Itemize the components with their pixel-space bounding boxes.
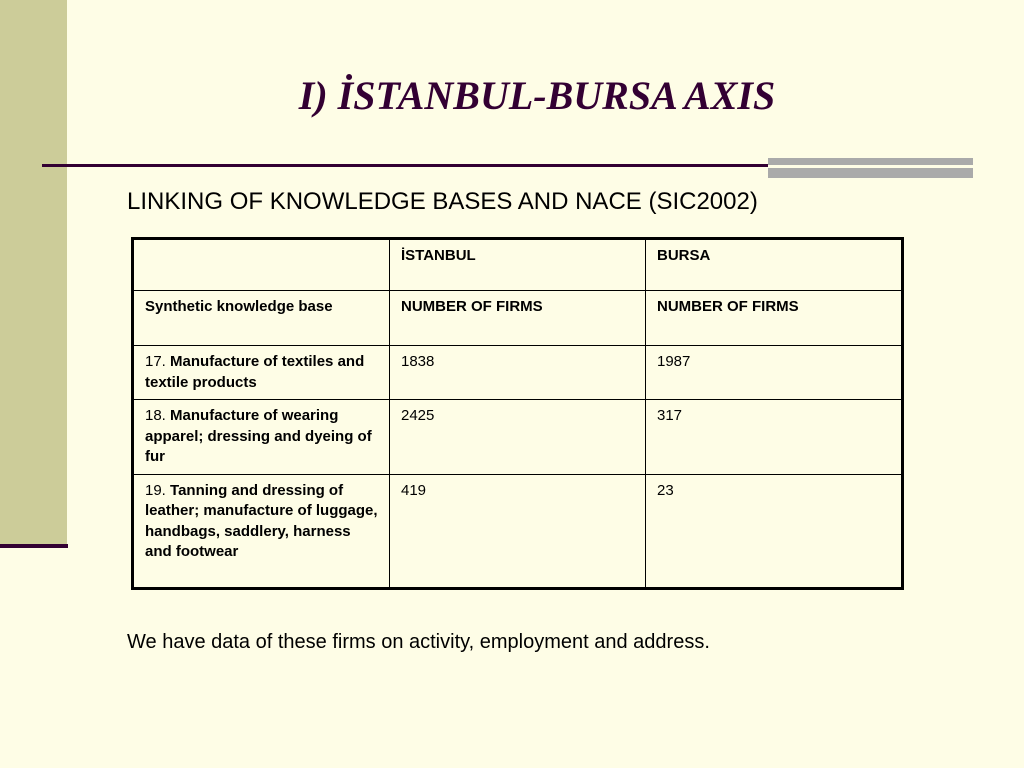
activity-cell (133, 474, 390, 588)
activity-name: Manufacture of wearing apparel; dressing and dyeing of fur (145, 407, 372, 465)
table-row (133, 474, 903, 588)
table-header-cell (133, 239, 390, 291)
data-table (131, 237, 904, 590)
activity-cell (133, 400, 390, 475)
nace-code: 18. (145, 407, 166, 424)
istanbul-count: 2425 (390, 400, 646, 475)
nace-code: 17. (145, 353, 166, 370)
activity-name: Tanning and dressing of leather; manufacture of luggage, handbags, saddlery, harness and footwear (145, 481, 378, 560)
data-table-container (131, 237, 901, 590)
table-header-cell: BURSA (646, 239, 903, 291)
table-header-row (133, 239, 903, 291)
table-header-cell: İSTANBUL (390, 239, 646, 291)
activity-cell (133, 346, 390, 400)
istanbul-count: 419 (390, 474, 646, 588)
table-row (133, 400, 903, 475)
slide-title: I) İSTANBUL-BURSA AXIS (298, 73, 776, 118)
table-subheader-cell: NUMBER OF FIRMS (646, 291, 903, 346)
istanbul-count: 1838 (390, 346, 646, 400)
footer-note: We have data of these firms on activity, employment and address. (127, 631, 710, 653)
bursa-count: 1987 (646, 346, 903, 400)
slide-subtitle: LINKING OF KNOWLEDGE BASES AND NACE (SIC2002) (127, 188, 758, 215)
table-subheader-cell: NUMBER OF FIRMS (390, 291, 646, 346)
bursa-count: 317 (646, 400, 903, 475)
sidebar-rule (0, 544, 68, 548)
grey-accent-bar (768, 158, 973, 178)
bursa-count: 23 (646, 474, 903, 588)
table-row (133, 346, 903, 400)
nace-code: 19. (145, 481, 166, 499)
table-subheader-row (133, 291, 903, 346)
activity-name: Manufacture of textiles and textile products (145, 353, 365, 391)
table-subheader-cell: Synthetic knowledge base (133, 291, 390, 346)
